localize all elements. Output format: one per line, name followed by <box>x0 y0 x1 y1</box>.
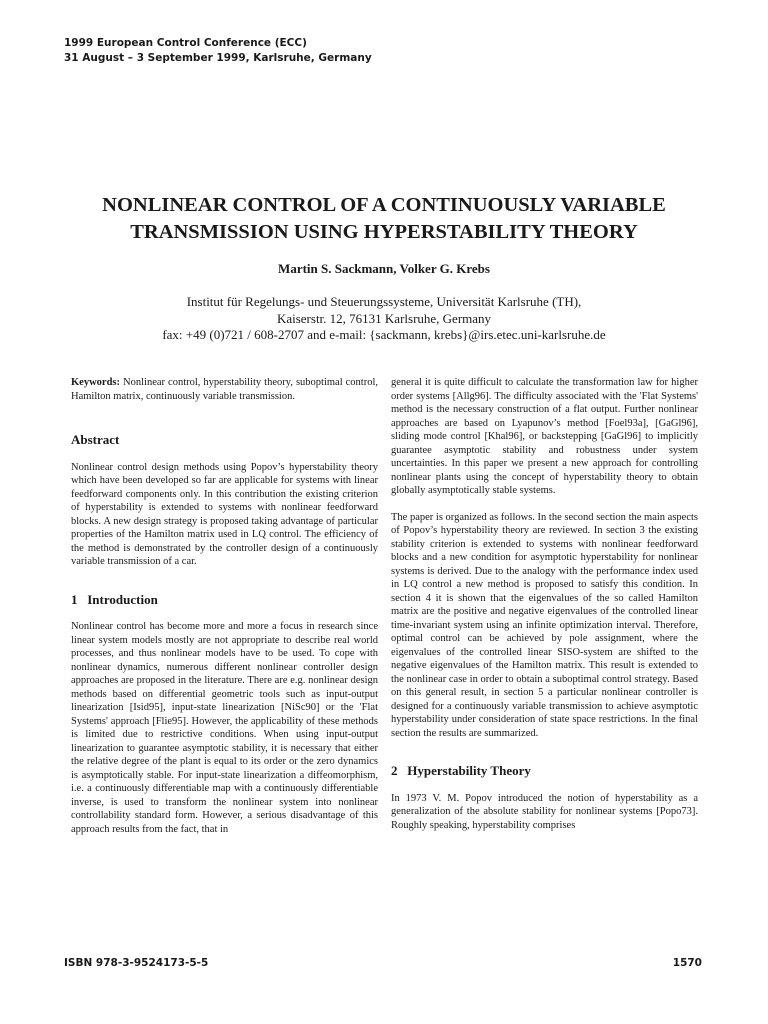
keywords-label: Keywords: <box>71 377 120 388</box>
affiliation-line-1: Institut für Regelungs- und Steuerungssysteme, Universität Karlsruhe (TH), <box>186 294 582 309</box>
conference-header <box>64 36 372 66</box>
keywords-text: Nonlinear control, hyperstability theory, suboptimal control, Hamilton matrix, continuously variable transmission. <box>71 377 379 402</box>
paper-title <box>40 192 728 246</box>
page-number: 1570 <box>672 957 702 969</box>
isbn: ISBN 978-3-9524173-5-5 <box>64 957 209 969</box>
affiliation <box>40 294 728 344</box>
organization-paragraph: The paper is organized as follows. In the second section the main aspects of Popov’s hyperstability theory are reviewed. In section 3 the existing stability criterion is extended to systems with nonlinear feedforward blocks and a new condition for asymptotic hyperstability for nonlinear systems is derived. Due to the analogy with the performance index used in LQ control a new method is proposed to satisfy this condition. In section 4 it is shown that the eigenvalues of the so called Hamilton matrix are the positive and negative eigenvalues of the controlled linear time-invariant system using an infinite optimization interval. Therefore, optimal control can be achieved by pole assignment, where the eigenvalues of the controlled linear SISO-system are shifted to the negative eigenvalues of the Hamilton matrix. This result is extended to the nonlinear case in order to obtain a suboptimal control strategy. Based on this general result, in section 5 a particular nonlinear controller is designed for a continuously variable transmission to achieve asymptotic hyperstability under consideration of state space restrictions. In the final section the results are summarized. <box>391 511 698 739</box>
title-line-2: TRANSMISSION USING HYPERSTABILITY THEORY <box>130 221 638 243</box>
affiliation-line-2: Kaiserstr. 12, 76131 Karlsruhe, Germany <box>276 310 492 326</box>
section2-heading: 2 Hyperstability Theory <box>391 763 531 778</box>
affiliation-line-3: fax: +49 (0)721 / 608-2707 and e-mail: {sackmann, krebs}@irs.etec.uni-karlsruhe.de <box>162 327 606 342</box>
right-column <box>391 376 698 832</box>
section2-text: In 1973 V. M. Popov introduced the notion of hyperstability as a generalization of the absolute stability for nonlinear systems [Popo73]. Roughly speaking, hyperstability comprises <box>391 792 698 831</box>
title-line-1: NONLINEAR CONTROL OF A CONTINUOUSLY VARIABLE <box>102 194 666 216</box>
keywords <box>71 376 378 403</box>
abstract-heading: Abstract <box>71 432 120 447</box>
abstract-text: Nonlinear control design methods using Popov’s hyperstability theory which have been developed so far are applicable for systems with linear feedforward components only. In this contribution the existing criterion of hyperstability is extended to systems with nonlinear feedforward blocks. A new design strategy is proposed taking advantage of particular properties of the Hamilton matrix used in LQ control. The efficiency of the method is demonstrated by the controller design of a continuously variable transmission of a car. <box>71 461 378 567</box>
intro-continued-paragraph: general it is quite difficult to calculate the transformation law for higher order systems [Allg96]. The difficulty associated with the 'Flat Systems' method is the necessary construction of a flat output. Further nonlinear approaches are based on Lyapunov’s method [Foel93a], [GaGl96], sliding mode control [Khal96], or backstepping [GaGl96] to implicitly guarantee asymptotic stability and robustness under system uncertainties. In this paper we present a new approach for controlling nonlinear plants using the concept of hyperstability theory to obtain globally asymptotically stable systems. <box>391 377 698 496</box>
conference-name: 1999 European Control Conference (ECC) <box>64 37 307 49</box>
authors: Martin S. Sackmann, Volker G. Krebs <box>278 261 490 276</box>
introduction-text: Nonlinear control has become more and more a focus in research since linear system models mostly are not appropriate to describe real world processes, and thus nonlinear models have to be used. To cope with nonlinear dynamics, numerous different nonlinear controller design approaches are proposed in the literature. There are e.g. nonlinear design methods based on differential geometric tools such as input-output linearization [Isid95], input-state linearization [NiSc90] or the 'Flat Systems' approach [Flie95]. However, the applicability of these methods is limited due to restrictive conditions. When using input-output linearization to guarantee asymptotic stability, it is necessary that either the relative degree of the plant is equal to its order or the zero dynamics is asymptotically stable. For input-state linearization a diffeomorphism, i.e. a continuously differentiable map with a continuously differentiable inverse, is used to transform the nonlinear system into nonlinear controllability standard form. However, a serious disadvantage of this approach results from the fact, that in <box>71 621 378 835</box>
introduction-heading: 1 Introduction <box>71 591 158 607</box>
left-column <box>71 376 378 836</box>
conference-dates: 31 August – 3 September 1999, Karlsruhe, Germany <box>64 52 372 64</box>
